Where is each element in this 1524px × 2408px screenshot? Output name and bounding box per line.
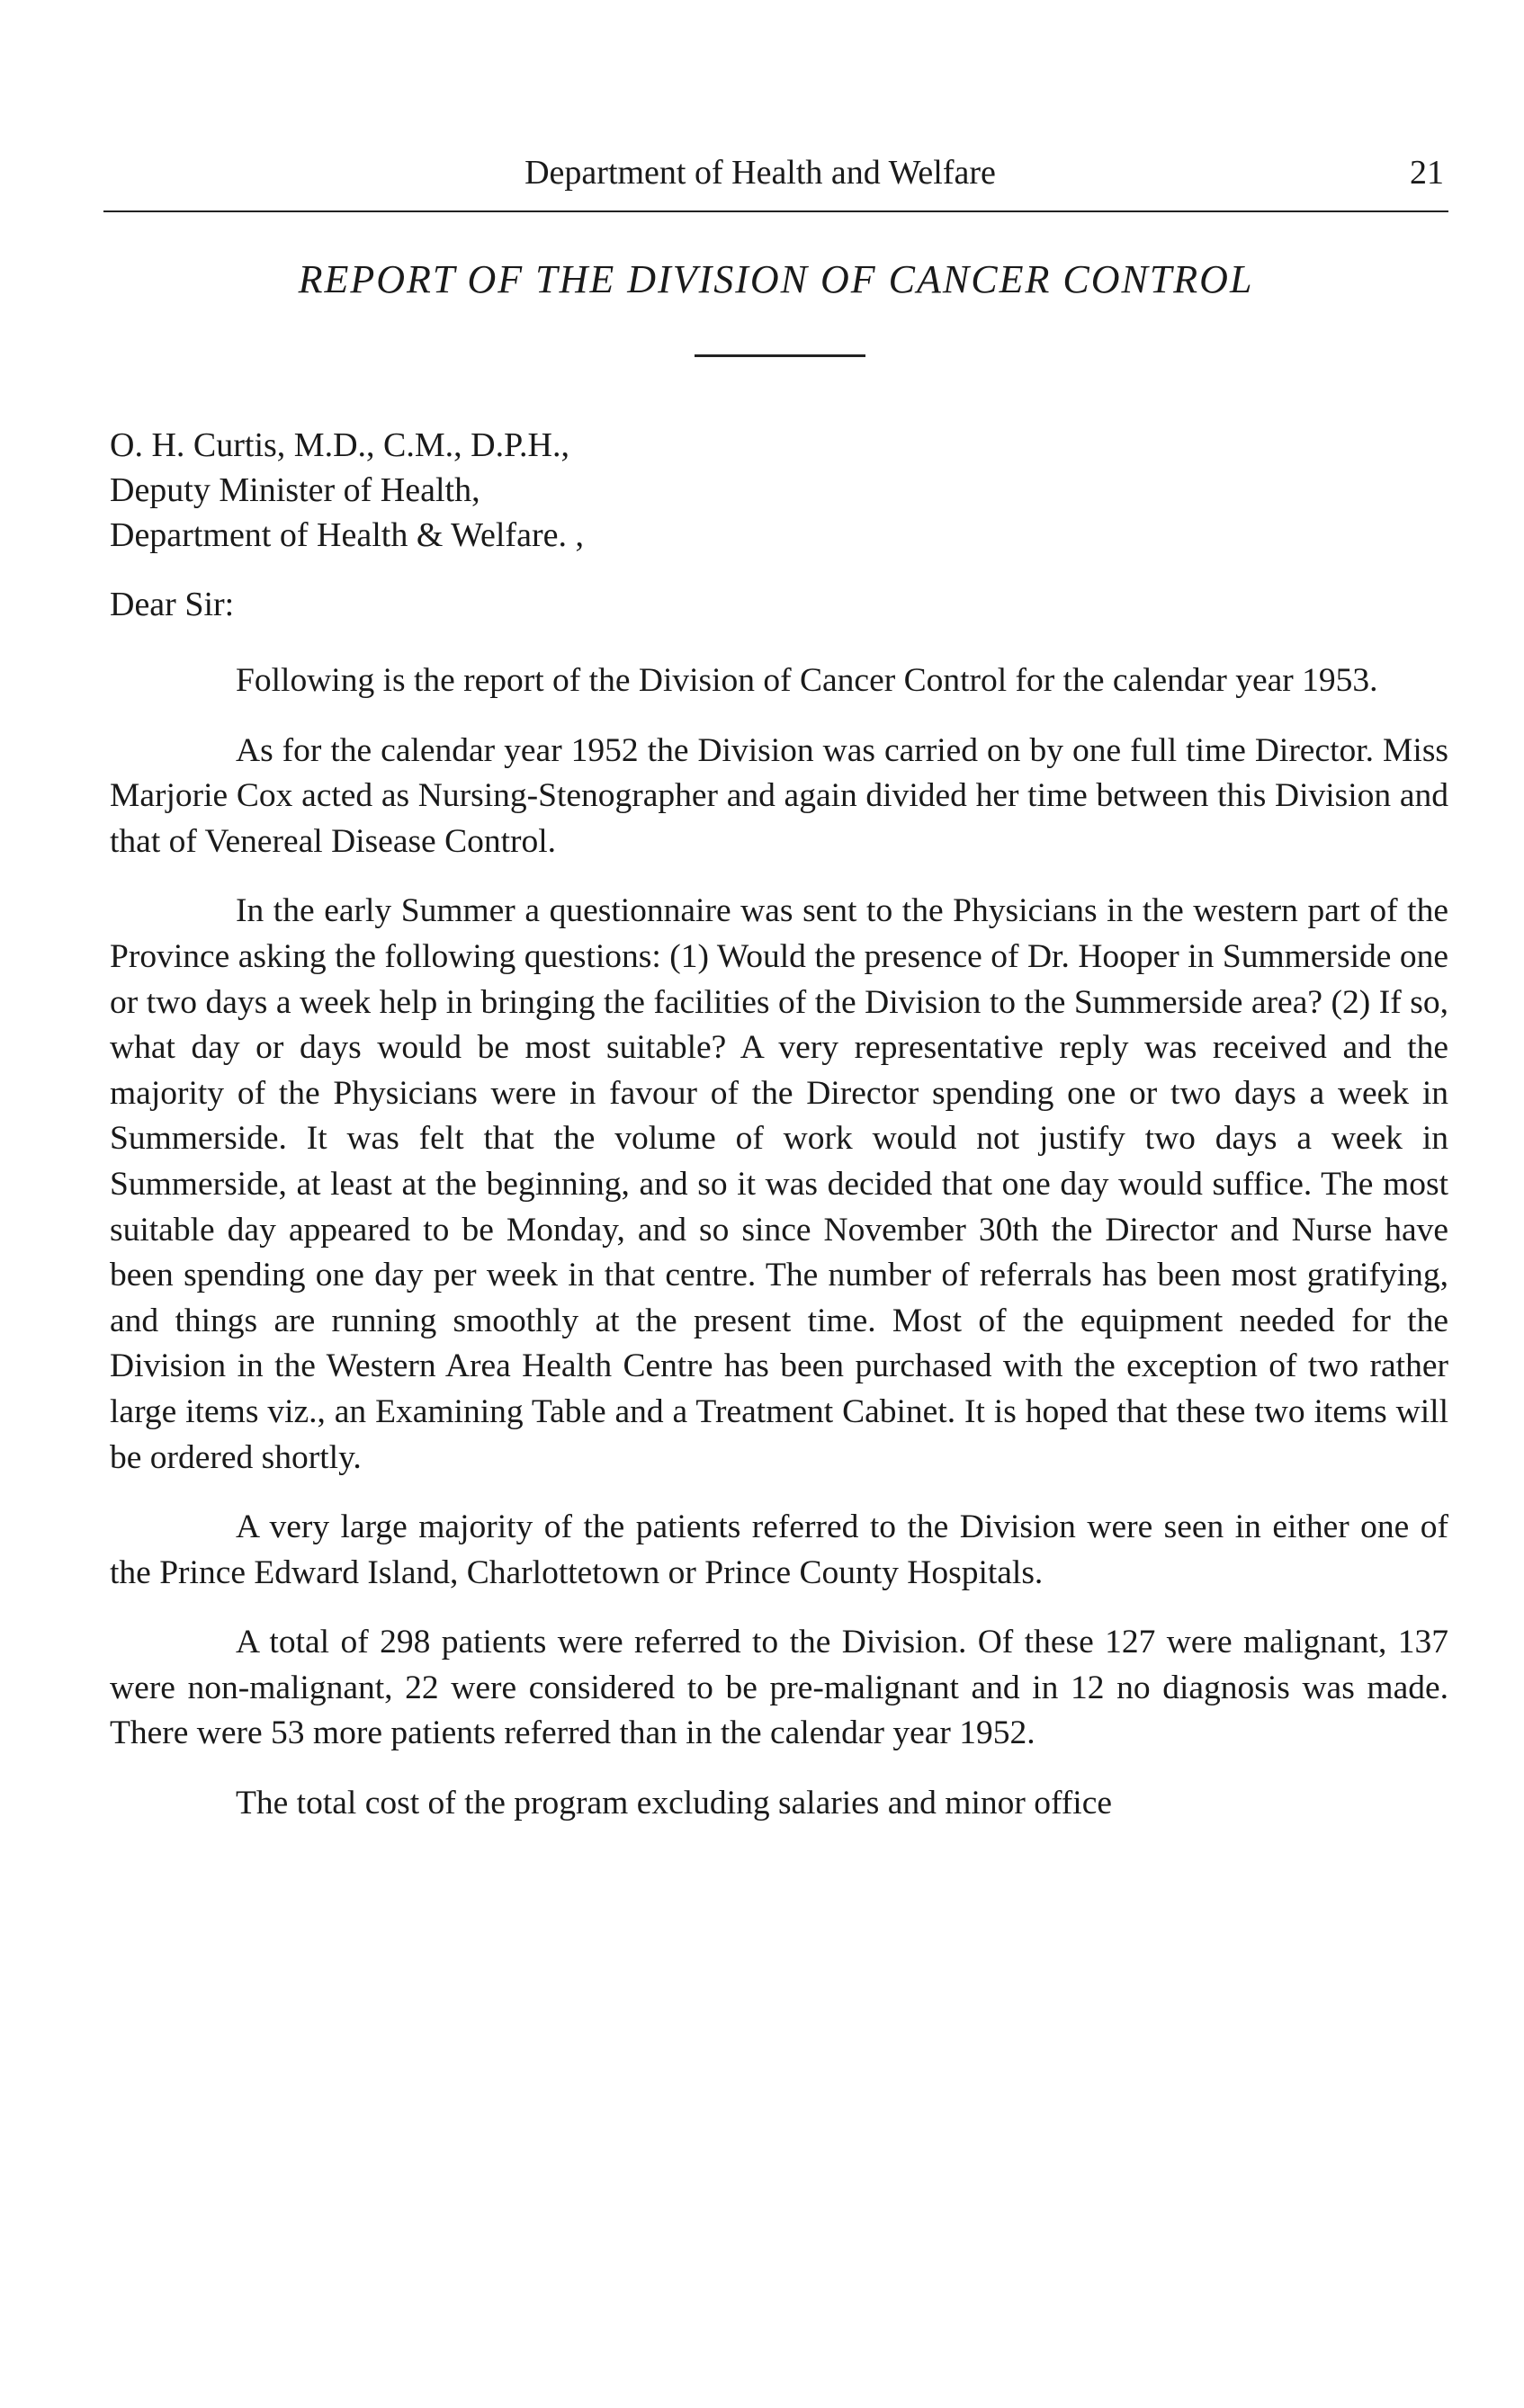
paragraph: As for the calendar year 1952 the Division was carried on by one full time Director. Miss Marjorie Cox acted as Nursing-Stenographer and again divided her time between this Division and that of Venereal Disease Control. <box>110 731 1448 860</box>
paragraph: Following is the report of the Division of Cancer Control for the calendar year 1953. <box>236 662 1378 699</box>
recipient-address <box>110 423 584 558</box>
address-line-1: O. H. Curtis, M.D., C.M., D.P.H., <box>110 426 569 464</box>
title-divider <box>695 354 865 357</box>
salutation: Dear Sir: <box>110 586 235 623</box>
header-rule <box>103 210 1448 212</box>
paragraph: A total of 298 patients were referred to the Division. Of these 127 were malignant, 137 were non-malignant, 22 were considered to be pre-malignant and in 12 no diagnosis was made. There were 53 more patients referred than in the calendar year 1952. <box>110 1624 1448 1752</box>
running-title: Department of Health and Welfare <box>524 154 996 192</box>
paragraph: In the early Summer a questionnaire was sent to the Physicians in the western part of the Province asking the following questions: (1) Would the presence of Dr. Hooper in Summerside one or two days a week help in bringing the facilities of the Division to the Summerside area? (2) If so, what day or days would be most suitable? A very representative reply was received and the majority of the Physicians were in favour of the Director spending one or two days a week in Summerside. It was felt that the volume of work would not justify two days a week in Summerside, at least at the beginning, and so it was decided that one day would suffice. The most suitable day appeared to be Monday, and so since November 30th the Director and Nurse have been spending one day per week in that centre. The number of referrals has been most gratifying, and things are running smoothly at the present time. Most of the equipment needed for the Division in the Western Area Health Centre has been purchased with the exception of two rather large items viz., an Examining Table and a Treatment Cabinet. It is hoped that these two items will be ordered shortly. <box>110 892 1448 1476</box>
report-title: REPORT OF THE DIVISION OF CANCER CONTROL <box>298 257 1254 301</box>
address-line-2: Deputy Minister of Health, <box>110 471 480 509</box>
paragraph: A very large majority of the patients referred to the Division were seen in either one of the Prince Edward Island, Charlottetown or Prince County Hospitals. <box>110 1508 1448 1591</box>
running-header <box>103 153 1444 207</box>
address-line-3: Department of Health & Welfare. , <box>110 516 584 554</box>
letter-body <box>110 658 1448 1851</box>
paragraph: The total cost of the program excluding salaries and minor office <box>236 1785 1112 1822</box>
page-number: 21 <box>1410 154 1444 192</box>
